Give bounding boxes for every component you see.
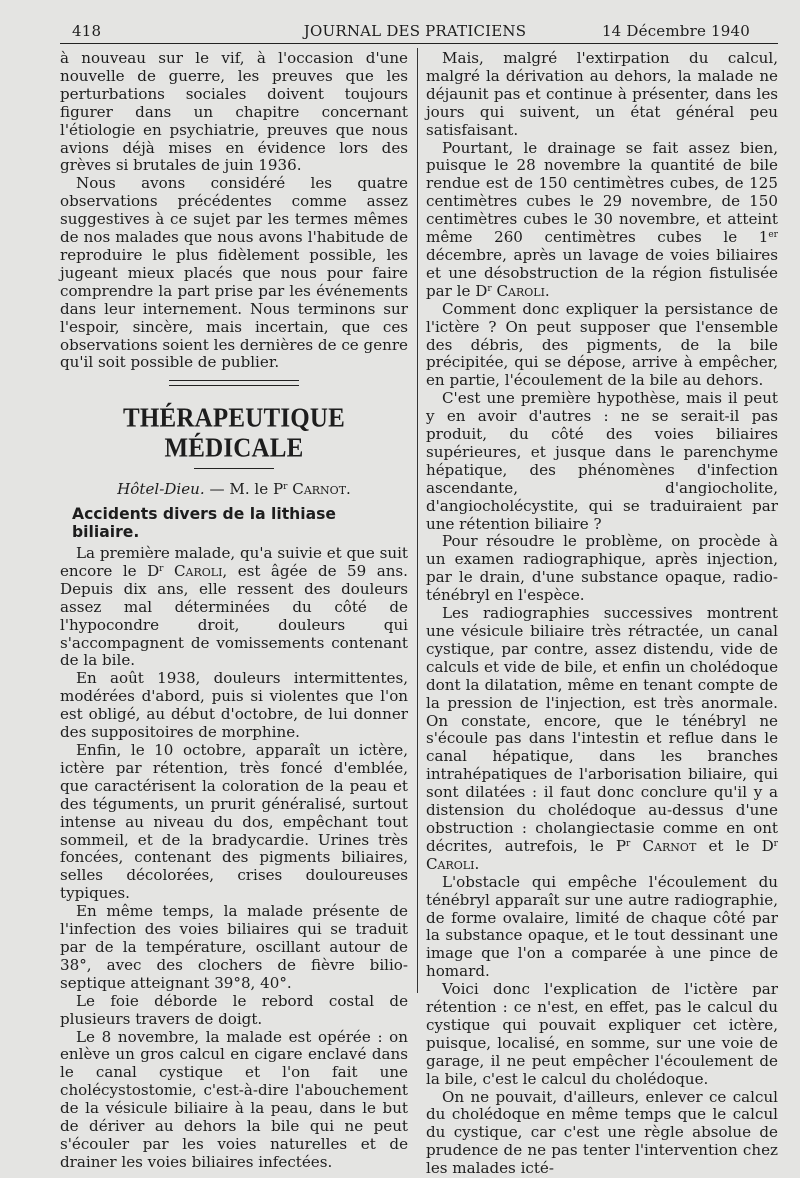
byline-place: Hôtel-Dieu. [117, 480, 205, 499]
paragraph: Pour résoudre le problème, on procède à un examen radiographique, après injection, par le drain, d'une substance opaque, radio-ténébryl en l'espèce. [426, 532, 778, 605]
author-name: Caroli [426, 854, 475, 873]
text-run: La première malade, qu'a suivie et que suit encore le D [60, 544, 408, 580]
text-run: . [474, 854, 480, 873]
paragraph: On ne pouvait, d'ailleurs, enlever ce calcul du cholédoque en même temps que le calcul du cystique, car c'est une règle absolue de prudence de ne pas tenter l'intervention chez les malades icté- [426, 1087, 778, 1178]
article-title: Accidents divers de la lithiase biliaire. [72, 505, 336, 542]
paragraph: Le 8 novembre, la malade est opérée : on enlève un gros calcul en cigare enclavé dans le canal cystique et l'on fait une cholécystostomie, c'est-à-dire l'abouchement de la vésicule biliaire à la peau, dans le but de dériver au dehors la bile qui ne peut s'écouler par les voies naturelles et de drainer les voies biliaires infectées. [60, 1027, 408, 1171]
column-divider [417, 48, 418, 993]
author-name: Caroli [173, 561, 223, 580]
byline-text: — M. le P [204, 480, 284, 499]
byline [60, 481, 408, 499]
paragraph: En même temps, la malade présente de l'infection des voies biliaires qui se traduit par de la température, oscillant autour de 38°, avec des clochers de fièvre bilio-septique atteignant 39°8, 40°. [60, 902, 408, 992]
text-run: . [544, 281, 550, 300]
paragraph: Le foie déborde le rebord costal de plusieurs travers de doigt. [60, 991, 408, 1028]
section-title: THÉRAPEUTIQUE MÉDICALE [122, 404, 346, 464]
issue-date: 14 Décembre 1940 [601, 22, 750, 40]
paragraph: En août 1938, douleurs intermittentes, modérées d'abord, puis si violentes que l'on est obligé, au début d'octobre, de lui donner des suppositoires de morphine. [60, 669, 408, 742]
running-header [60, 18, 770, 44]
paragraph: C'est une première hypothèse, mais il peut y en avoir d'autres : ne se serait-il pas produit, du côté des voies biliaires supérieures, et jusque dans le parenchyme hépatique, des phénomènes d'infection ascendante, d'angiocholite, d'angiocholécystite, qui se traduiraient par une rétention biliaire ? [426, 389, 778, 533]
paragraph: Voici donc l'explication de l'ictère par rétention : ce n'est, en effet, pas le calcul du cystique qui pouvait expliquer cet ictère, puisque, localisé, en somme, sur une voie de garage, il ne peut empêcher l'écoulement de la bile, c'est le calcul du cholédoque. [426, 980, 778, 1088]
section-separator [169, 380, 299, 386]
paragraph: à nouveau sur le vif, à l'occasion d'une nouvelle de guerre, les preuves que les perturbations sociales doivent toujours figurer dans un chapitre concernant l'étiologie en psychiatrie, preuves que nous avions déjà mises en évidence lors des grèves si brutales de juin 1936. [60, 49, 408, 175]
text-run: Pourtant, le drainage se fait assez bien, puisque le 28 novembre la quantité de bile rendue est de 150 centimètres cubes, de 125 centimètres cubes le 29 novembre, de 150 centimètres cubes le 30 novembre, et atteint même 260 centimètres cubes le 1 [426, 138, 778, 247]
sup: er [768, 230, 778, 241]
paragraph: Enfin, le 10 octobre, apparaît un ictère, ictère par rétention, très foncé d'emblée, que caractérisent la coloration de la peau et des téguments, un prurit généralisé, surtout intense au niveau du dos, empêchant tout sommeil, et de la bradycardie. Urines très foncées, contenant des pigments biliaires, selles décolorées, crises douloureuses typiques. [60, 741, 408, 903]
byline-author: Carnot [292, 480, 347, 499]
journal-title: JOURNAL DES PRATICIENS [303, 22, 527, 40]
sup: r [773, 838, 778, 849]
page-number: 418 [72, 22, 102, 40]
sup: r [487, 283, 492, 294]
sup: r [626, 838, 631, 849]
paragraph: Comment donc expliquer la persistance de l'ictère ? On peut supposer que l'ensemble des débris, des pigments, de la bile précipitée, qui se dépose, arrive à empêcher, en partie, l'écoulement de la bile au dehors. [426, 299, 778, 390]
sup: r [159, 563, 164, 574]
text-run: Les radiographies successives montrent une vésicule biliaire très rétractée, un canal cystique, par contre, assez distendu, vide de calculs et vide de bile, et enfin un cholédoque dont la dilatation, même en tenant compte de la pression de l'injection, est très anormale. On constate, encore, que le ténébryl ne s'écoule pas dans l'intestin et reflue dans le canal hépatique, dans les branches intrahépatiques de l'arborisation biliaire, qui sont dilatées : il faut donc conclure qu'il y a distension du cholédoque au-dessus d'une obstruction : cholangiectasie comme en ont décrites, autrefois, le P [426, 604, 778, 855]
paragraph [426, 140, 778, 301]
paragraph: Nous avons considéré les quatre observations précédentes comme assez suggestives à ce sujet par les termes mêmes de nos malades que nous avons l'habitude de reproduire le plus fidèlement possible, les jugeant mieux placés que nous pour faire comprendre la part prise par les événements dans leur internement. Nous terminons sur l'espoir, sincère, mais incertain, que ces observations soient les dernières de ce genre qu'il soit possible de publier. [60, 174, 408, 372]
paragraph: L'obstacle qui empêche l'écoulement du ténébryl apparaît sur une autre radiographie, de forme ovalaire, limité de chaque côté par la substance opaque, et le tout dessinant une image que l'on a comparée à une pince de homard. [426, 872, 778, 981]
right-column [426, 50, 778, 1178]
paragraph: Mais, malgré l'extirpation du calcul, malgré la dérivation au dehors, la malade ne déjaunit pas et continue à présenter, dans les jours qui suivent, un état général peu satisfaisant. [426, 49, 778, 139]
byline-sup: r [283, 482, 288, 493]
author-name: Carnot [642, 836, 697, 855]
title-rule [194, 468, 274, 469]
text-run: , est âgée de 59 ans. Depuis dix ans, elle ressent des douleurs assez mal déterminées du côté de l'hypocondre droit, douleurs qui s'accompagnent de vomissements contenant de la bile. [60, 561, 408, 670]
text-run: décembre, après un lavage de voies biliaires et une désobstruction de la région fistulisée par le D [426, 245, 778, 300]
byline-end: . [346, 480, 351, 499]
author-name: Caroli [496, 281, 545, 300]
paragraph [60, 545, 408, 670]
header-rule [60, 43, 778, 44]
paragraph [426, 605, 778, 874]
text-run: et le D [696, 836, 774, 855]
left-column [60, 50, 408, 1172]
